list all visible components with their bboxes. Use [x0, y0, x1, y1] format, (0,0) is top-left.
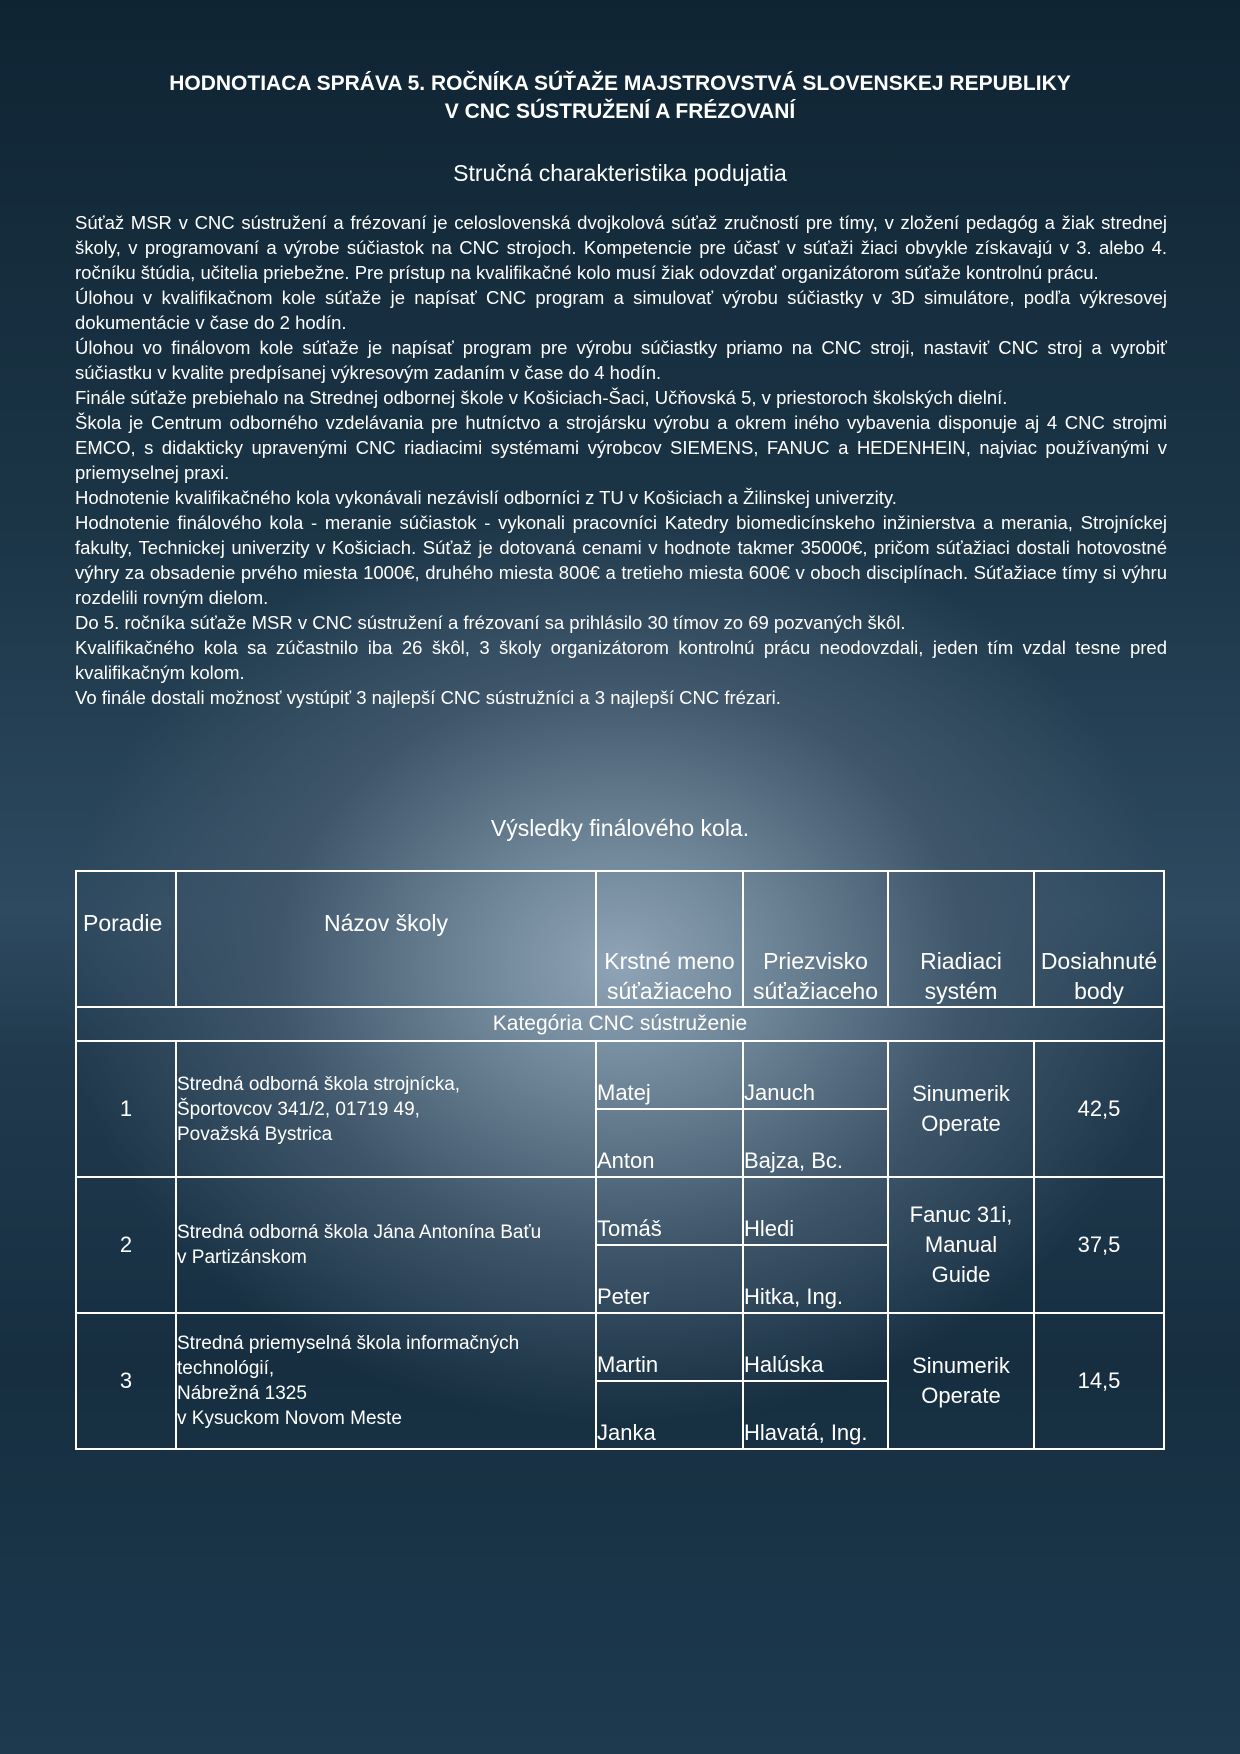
paragraph: Hodnotenie finálového kola - meranie súčiastok - vykonali pracovníci Katedry biomedicínskeho inžinierstva a merania, Strojníckej fakulty, Technickej univerzity v Košiciach. Súťaž je dotovaná cenami v hodnote takmer 35000€, pričom súťažiaci dostali hotovostné výhry za obsadenie prvého miesta 1000€, druhého miesta 800€ a tretieho miesta 600€ v oboch disciplínach. Súťažiace tímy si výhru rozdelili rovným dielom.	[75, 512, 1167, 608]
school-cell	[176, 1041, 596, 1177]
results-table	[75, 870, 1165, 1450]
first-name-cell: Janka	[596, 1381, 743, 1449]
last-name-cell: Halúska	[743, 1313, 888, 1381]
rank-cell: 3	[76, 1313, 176, 1449]
school-line: Stredná odborná škola Jána Antonína Baťu	[177, 1222, 542, 1243]
header-rank: Poradie	[76, 871, 176, 1007]
school-line: Stredná priemyselná škola informačných	[177, 1333, 520, 1354]
section-subtitle: Stručná charakteristika podujatia	[453, 160, 787, 186]
header-points: Dosiahnuté body	[1034, 871, 1164, 1007]
report-title	[75, 70, 1165, 126]
last-name-cell: Bajza, Bc.	[743, 1109, 888, 1177]
first-name-cell: Anton	[596, 1109, 743, 1177]
school-line: v Kysuckom Novom Meste	[177, 1408, 402, 1429]
header-school: Názov školy	[176, 871, 596, 1007]
system-cell	[888, 1313, 1034, 1449]
category-label: Kategória CNC sústruženie	[76, 1007, 1164, 1041]
school-line: v Partizánskom	[177, 1247, 307, 1268]
school-line: Považská Bystrica	[177, 1123, 333, 1145]
description-text	[75, 210, 1167, 710]
school-line: Športovcov 341/2, 01719 49,	[177, 1098, 420, 1120]
system-cell	[888, 1041, 1034, 1177]
system-line: Manual	[924, 1232, 998, 1257]
school-line: technológií,	[177, 1358, 275, 1379]
header-system: Riadiaci systém	[888, 871, 1034, 1007]
last-name-cell: Hlavatá, Ing.	[743, 1381, 888, 1449]
points-cell: 42,5	[1034, 1041, 1164, 1177]
paragraph: Vo finále dostali možnosť vystúpiť 3 najlepší CNC sústružníci a 3 najlepší CNC frézari.	[75, 687, 781, 708]
points-cell: 37,5	[1034, 1177, 1164, 1313]
rank-cell: 1	[76, 1041, 176, 1177]
header-first-name: Krstné meno súťažiaceho	[596, 871, 743, 1007]
paragraph: Do 5. ročníka súťaže MSR v CNC sústružení a frézovaní sa prihlásilo 30 tímov zo 69 pozvaných škôl.	[75, 612, 906, 633]
paragraph: Hodnotenie kvalifikačného kola vykonávali nezávislí odborníci z TU v Košiciach a Žilinskej univerzity.	[75, 487, 897, 508]
school-cell	[176, 1177, 596, 1313]
paragraph: Úlohou vo finálovom kole súťaže je napísať program pre výrobu súčiastky priamo na CNC stroji, nastaviť CNC stroj a vyrobiť súčiastku v kvalite predpísanej výkresovým zadaním v čase do 4 hodín.	[75, 337, 1167, 383]
first-name-cell: Matej	[596, 1041, 743, 1109]
system-cell	[888, 1177, 1034, 1313]
paragraph: Súťaž MSR v CNC sústružení a frézovaní je celoslovenská dvojkolová súťaž zručností pre tímy, v zložení pedagóg a žiak strednej školy, v programovaní a výrobe súčiastok na CNC strojoch. Kompetencie pre účasť v súťaži žiaci obvykle získavajú v 3. alebo 4. ročníku štúdia, učitelia priebežne. Pre prístup na kvalifikačné kolo musí žiak odovzdať organizátorom súťaže kontrolnú prácu.	[75, 212, 1167, 283]
results-title: Výsledky finálového kola.	[490, 815, 750, 841]
paragraph: Finále súťaže prebiehalo na Strednej odbornej škole v Košiciach-Šaci, Učňovská 5, v priestoroch školských dielní.	[75, 387, 1008, 408]
paragraph: Škola je Centrum odborného vzdelávania pre hutníctvo a strojársku výrobu a okrem iného vybavenia disponuje aj 4 CNC strojmi EMCO, s didakticky upravenými CNC riadiacimi systémami výrobcov SIEMENS, FANUC a HEDENHEIN, najviac používanými v priemyselnej praxi.	[75, 412, 1167, 483]
system-line: Operate	[921, 1383, 1001, 1408]
system-line: Guide	[931, 1262, 991, 1287]
report-title-line-2: V CNC SÚSTRUŽENÍ A FRÉZOVANÍ	[444, 100, 796, 123]
system-line: Fanuc 31i,	[909, 1202, 1013, 1227]
table-row	[76, 1313, 1164, 1381]
table-row	[76, 1041, 1164, 1109]
first-name-cell: Tomáš	[596, 1177, 743, 1245]
table-header-row	[76, 871, 1164, 1007]
report-title-line-1: HODNOTIACA SPRÁVA 5. ROČNÍKA SÚŤAŽE MAJSTROVSTVÁ SLOVENSKEJ REPUBLIKY	[169, 72, 1071, 95]
category-row	[76, 1007, 1164, 1041]
last-name-cell: Hledi	[743, 1177, 888, 1245]
school-line: Nábrežná 1325	[177, 1383, 307, 1404]
system-line: Operate	[921, 1111, 1001, 1136]
points-cell: 14,5	[1034, 1313, 1164, 1449]
table-row	[76, 1177, 1164, 1245]
last-name-cell: Hitka, Ing.	[743, 1245, 888, 1313]
header-last-name: Priezvisko súťažiaceho	[743, 871, 888, 1007]
first-name-cell: Peter	[596, 1245, 743, 1313]
school-line: Stredná odborná škola strojnícka,	[177, 1073, 461, 1095]
first-name-cell: Martin	[596, 1313, 743, 1381]
rank-cell: 2	[76, 1177, 176, 1313]
paragraph: Kvalifikačného kola sa zúčastnilo iba 26 škôl, 3 školy organizátorom kontrolnú prácu neodovzdali, jeden tím vzdal tesne pred kvalifikačným kolom.	[75, 637, 1167, 683]
system-line: Sinumerik	[912, 1353, 1010, 1378]
last-name-cell: Januch	[743, 1041, 888, 1109]
school-cell	[176, 1313, 596, 1449]
paragraph: Úlohou v kvalifikačnom kole súťaže je napísať CNC program a simulovať výrobu súčiastky v 3D simulátore, podľa výkresovej dokumentácie v čase do 2 hodín.	[75, 287, 1167, 333]
system-line: Sinumerik	[912, 1081, 1010, 1106]
